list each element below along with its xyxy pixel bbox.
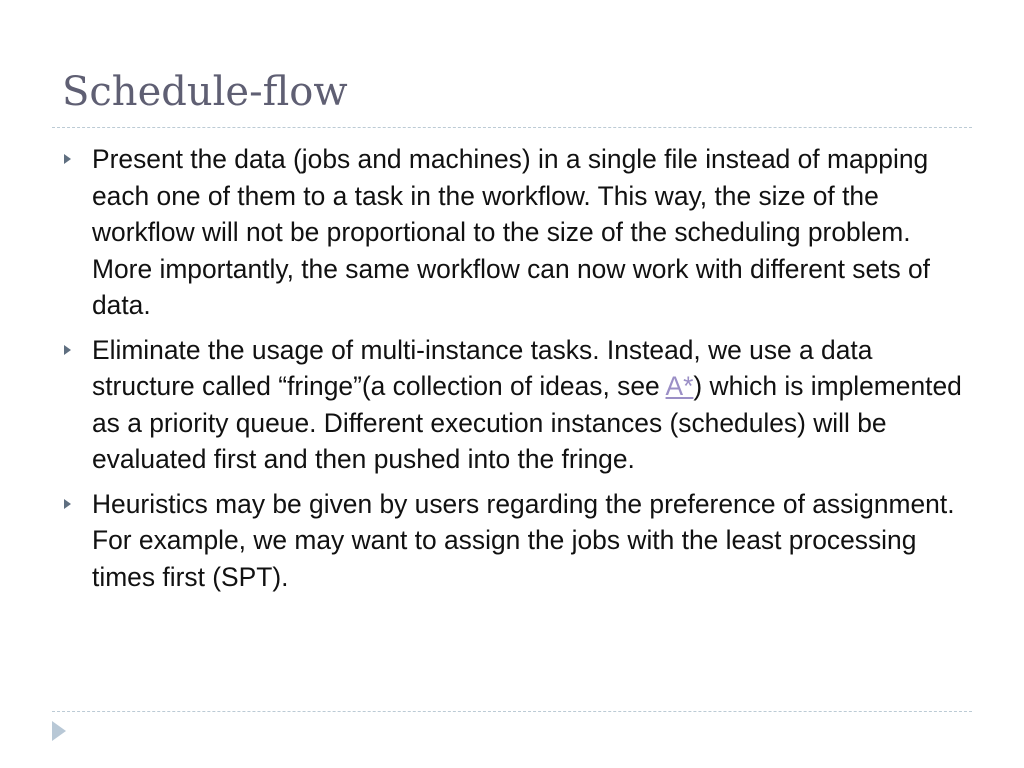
a-star-link[interactable]: A*: [665, 371, 694, 401]
bullet-list: [62, 141, 967, 603]
triangle-bullet-icon: [64, 345, 71, 355]
bullet-item-1: [62, 141, 967, 324]
footer-divider: [52, 711, 972, 712]
slide-title: Schedule-flow: [62, 69, 348, 115]
bullet-text-3: Heuristics may be given by users regarding the preference of assignment. For example, we may want to assign the jobs with the least processing times first (SPT).: [92, 488, 955, 592]
next-slide-arrow-icon[interactable]: [52, 721, 66, 741]
triangle-bullet-icon: [64, 499, 71, 509]
bullet-text-1: Present the data (jobs and machines) in a single file instead of mapping each one of them to a task in the workflow. This way, the size of the workflow will not be proportional to the size of the scheduling problem. More importantly, the same workflow can now work with different sets of data.: [92, 144, 930, 320]
bullet-text-2-after-link: ) which is implemented as a priority queue. Different execution instances (schedules) will be evaluated first and then pushed into the fringe.: [92, 371, 962, 474]
triangle-bullet-icon: [64, 154, 71, 164]
bullet-item-2: [62, 332, 967, 478]
bullet-text-2-before-link: Eliminate the usage of multi-instance tasks. Instead, we use a data structure called “fringe”(a collection of ideas, see: [92, 334, 873, 401]
title-divider: [52, 127, 972, 128]
bullet-item-3: [62, 486, 967, 596]
